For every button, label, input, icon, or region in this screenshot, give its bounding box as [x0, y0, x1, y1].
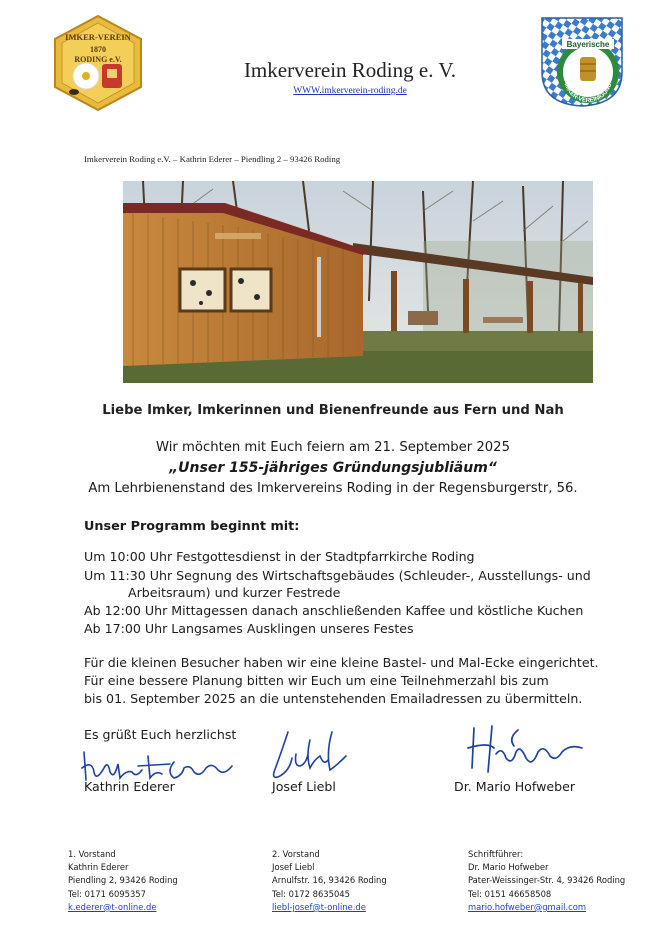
organization-title: Imkerverein Roding e. V. [243, 58, 457, 82]
contact-role: 1. Vorstand [68, 849, 116, 859]
invitation-date-line: Wir möchten mit Euch feiern am 21. September 2025 [156, 440, 510, 455]
event-title: „Unser 155-jähriges Gründungsjubliäum“ [169, 460, 497, 476]
svg-text:RODING e.V.: RODING e.V. [74, 55, 122, 64]
event-location: Am Lehrbienenstand des Imkervereins Roding in der Regensburgerstr, 56. [88, 481, 578, 496]
program-item-2: Um 11:30 Uhr Segnung des Wirtschaftsgebäudes (Schleuder-, Ausstellungs- und [84, 568, 591, 583]
signature-mario-hofweber [458, 718, 586, 784]
contact-phone: Tel: 0151 46658508 [468, 888, 552, 899]
kids-corner-note: Für die kleinen Besucher haben wir eine kleine Bastel- und Mal-Ecke eingerichtet. [84, 655, 599, 670]
contact-role: 2. Vorstand [272, 849, 320, 859]
footer-contact-chair [68, 848, 178, 914]
contact-address: Piendling 2, 93426 Roding [68, 875, 178, 886]
website-link[interactable]: WWW.imkerverein-roding.de [293, 86, 407, 96]
greeting-heading: Liebe Imker, Imkerinnen und Bienenfreunde aus Fern und Nah [102, 403, 564, 418]
imkerverein-logo [52, 14, 144, 112]
contact-address: Pater-Weissinger-Str. 4, 93426 Roding [468, 875, 626, 886]
contact-email-link[interactable]: liebl-josef@t-online.de [272, 901, 366, 912]
closing-salutation: Es grüßt Euch herzlichst [84, 727, 237, 742]
planning-note-line-1: Für eine bessere Planung bitten wir Euch um eine Teilnehmerzahl bis zum [84, 673, 549, 688]
signature-josef-liebl [266, 726, 354, 784]
contact-name: Josef Liebl [272, 862, 315, 873]
contact-email-link[interactable]: k.ederer@t-online.de [68, 901, 157, 912]
svg-text:IMKER-VEREIN: IMKER-VEREIN [65, 32, 131, 42]
footer-contact-secretary [468, 848, 625, 914]
program-item-3: Ab 12:00 Uhr Mittagessen danach anschließenden Kaffee und köstliche Kuchen [84, 603, 584, 618]
contact-phone: Tel: 0172 8635045 [272, 888, 350, 899]
footer-contact-vice-chair [272, 848, 387, 914]
program-item-1: Um 10:00 Uhr Festgottesdienst in der Stadtpfarrkirche Roding [84, 549, 475, 564]
svg-text:Bayerische: Bayerische [566, 40, 610, 49]
program-item-2-continued: Arbeitsraum) und kurzer Festrede [128, 585, 341, 600]
svg-text:1870: 1870 [90, 45, 106, 54]
apiary-building-photo [123, 181, 593, 383]
contact-name: Kathrin Ederer [68, 862, 129, 873]
contact-address: Arnulfstr. 16, 93426 Roding [272, 875, 387, 886]
contact-phone: Tel: 0171 6095357 [68, 888, 146, 899]
program-heading: Unser Programm beginnt mit: [84, 519, 300, 534]
planning-note-line-2: bis 01. September 2025 an die untenstehenden Emailadressen zu übermitteln. [84, 691, 583, 706]
sender-address-line: Imkerverein Roding e.V. – Kathrin Ederer – Piendling 2 – 93426 Roding [84, 154, 341, 164]
contact-role: Schriftführer: [468, 849, 524, 859]
signatory-name-2: Josef Liebl [272, 779, 336, 794]
program-item-4: Ab 17:00 Uhr Langsames Ausklingen unseres Festes [84, 621, 414, 636]
signatory-name-3: Dr. Mario Hofweber [454, 779, 576, 794]
signatory-name-1: Kathrin Ederer [84, 779, 175, 794]
bavarian-beekeepers-logo [540, 16, 624, 108]
contact-name: Dr. Mario Hofweber [468, 862, 549, 873]
svg-text:IMKER-VEREINIGUNG: IMKER-VEREINIGUNG [562, 82, 614, 105]
contact-email-link[interactable]: mario.hofweber@gmail.com [468, 901, 587, 912]
